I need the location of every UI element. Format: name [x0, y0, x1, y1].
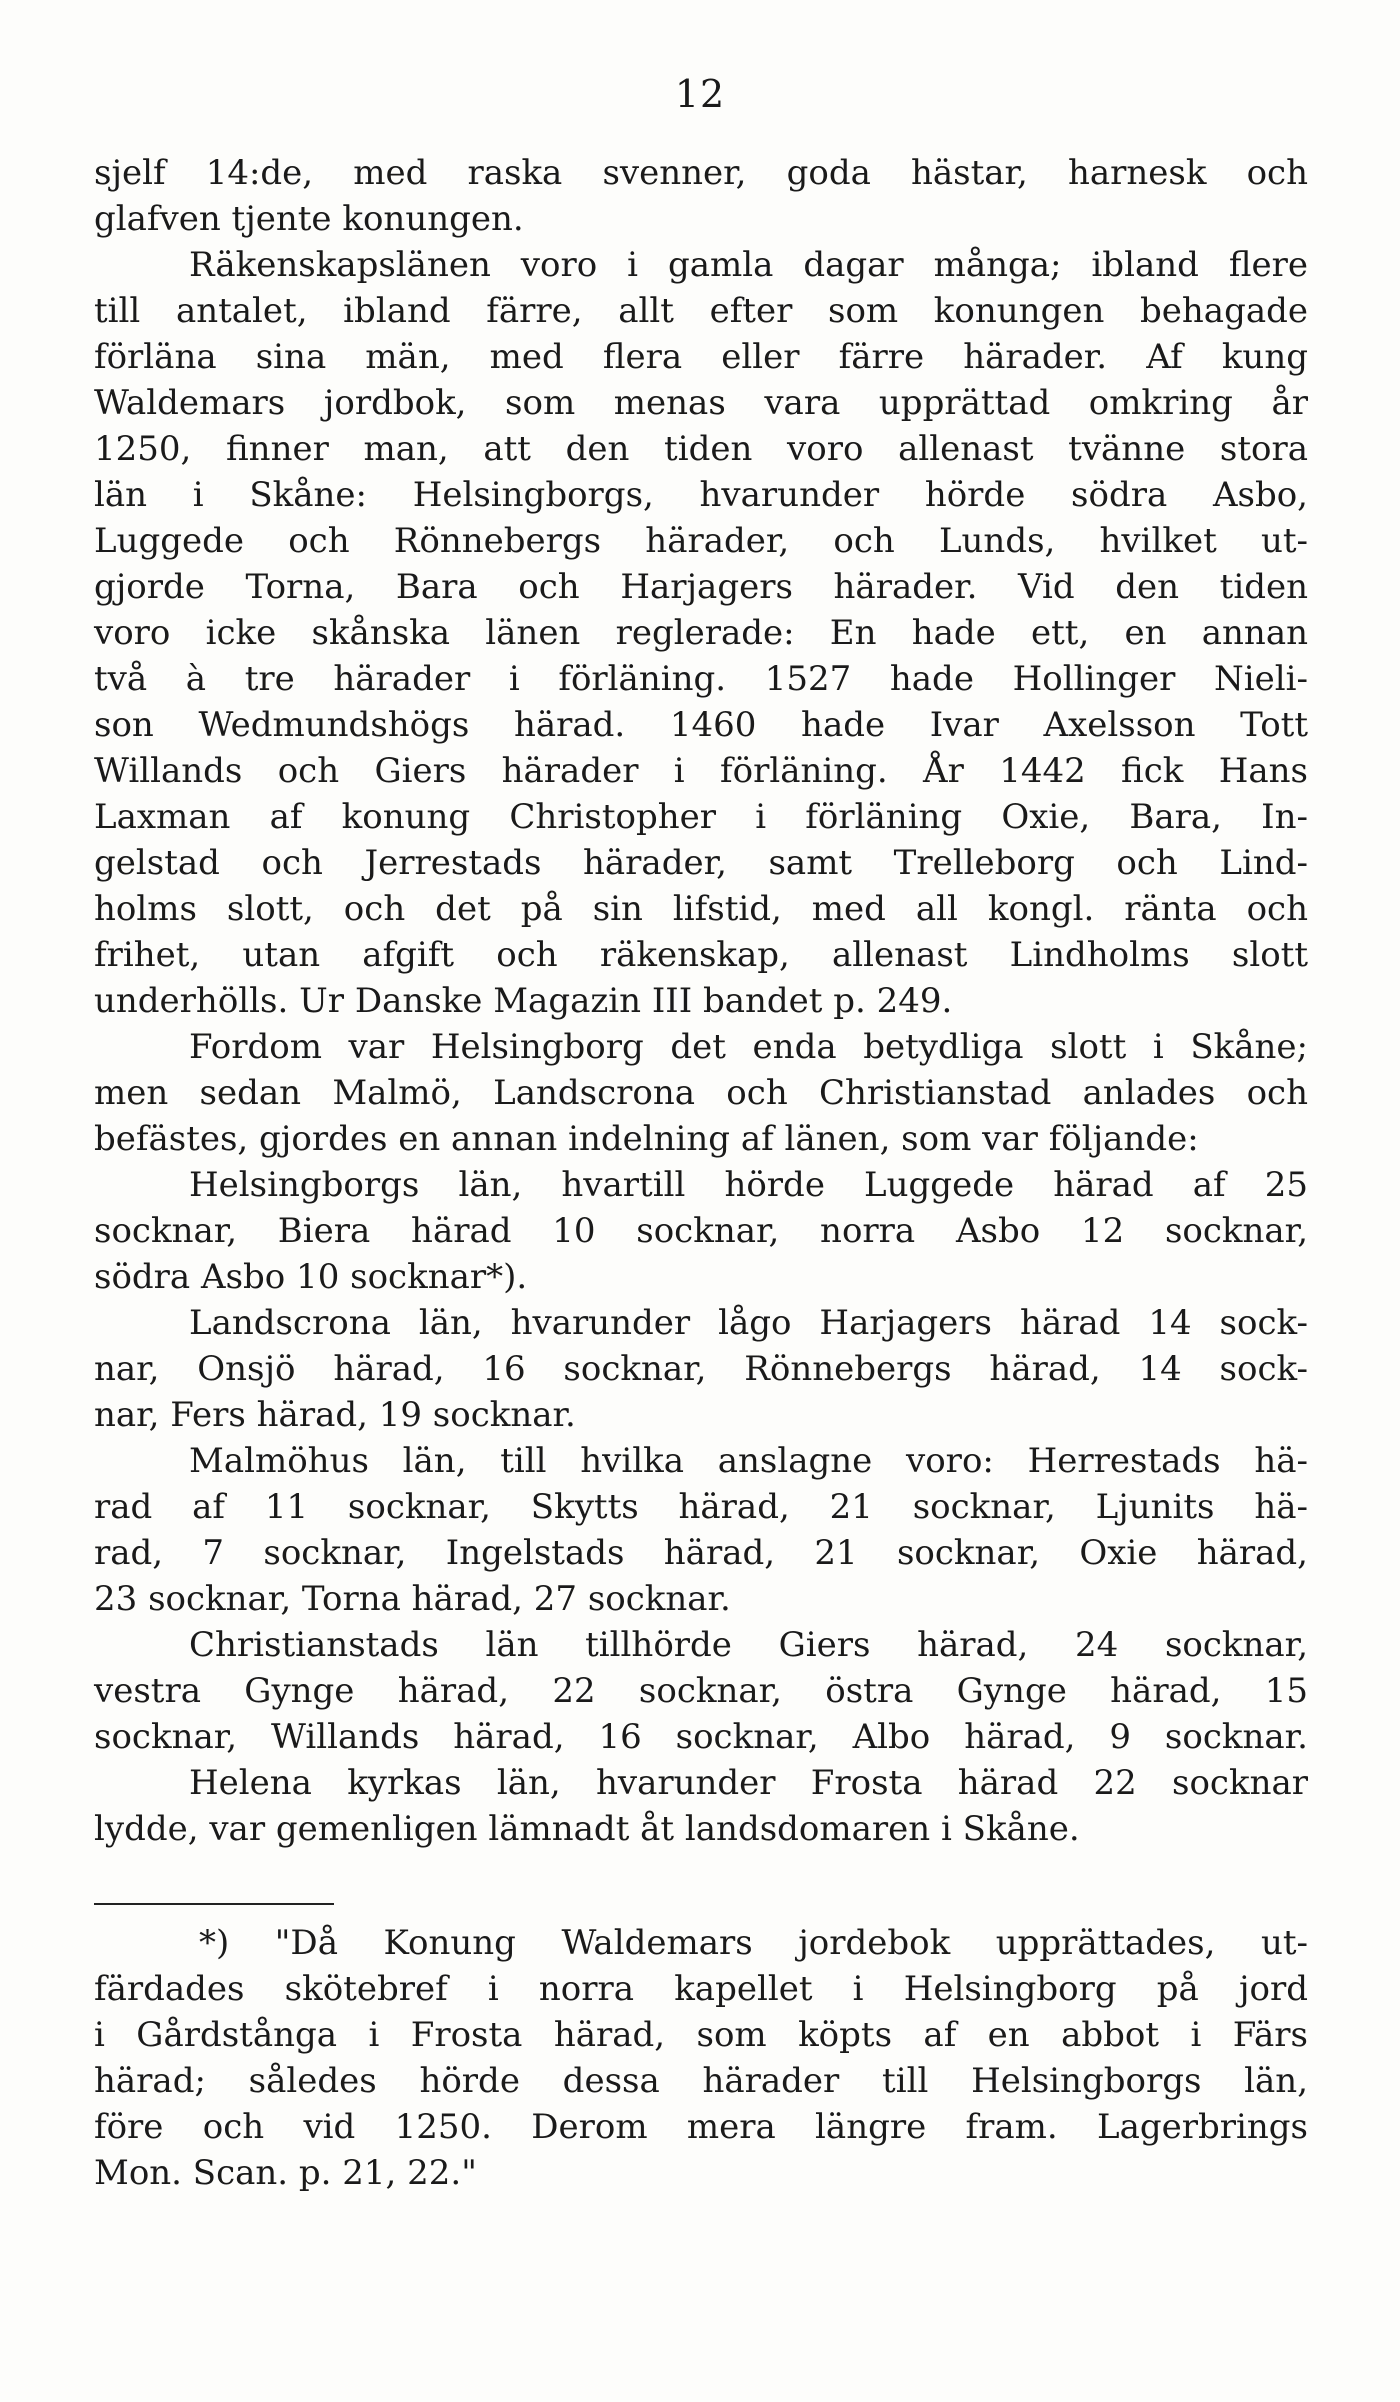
footnote-line: Mon. Scan. p. 21, 22.": [94, 2153, 477, 2193]
text-line: rad, 7 socknar, Ingelstads härad, 21 socknar, Oxie härad,: [94, 1533, 1308, 1573]
text-line: till antalet, ibland färre, allt efter som konungen behagade: [94, 291, 1308, 331]
paragraph: [94, 1162, 1308, 1300]
text-line: vestra Gynge härad, 22 socknar, östra Gynge härad, 15: [94, 1671, 1308, 1711]
footnote-line: *) "Då Konung Waldemars jordebok upprättades, ut-: [199, 1923, 1308, 1963]
text-line: gjorde Torna, Bara och Harjagers härader. Vid den tiden: [94, 567, 1308, 607]
footnote-line: före och vid 1250. Derom mera längre fram. Lagerbrings: [94, 2107, 1308, 2147]
text-line: södra Asbo 10 socknar*).: [94, 1257, 528, 1297]
text-line: frihet, utan afgift och räkenskap, allenast Lindholms slott: [94, 935, 1308, 975]
text-line: glafven tjente konungen.: [94, 199, 524, 239]
paragraph: [94, 150, 1308, 242]
footnote-line: färdades skötebref i norra kapellet i Helsingborg på jord: [94, 1969, 1308, 2009]
text-line: underhölls. Ur Danske Magazin III bandet p. 249.: [94, 981, 953, 1021]
text-line: holms slott, och det på sin lifstid, med all kongl. ränta och: [94, 889, 1308, 929]
text-line: län i Skåne: Helsingborgs, hvarunder hörde södra Asbo,: [94, 475, 1308, 515]
paragraph: [94, 1622, 1308, 1760]
text-line: Christianstads län tillhörde Giers härad, 24 socknar,: [189, 1625, 1308, 1665]
text-line: gelstad och Jerrestads härader, samt Trelleborg och Lind-: [94, 843, 1308, 883]
paragraph: [94, 1760, 1308, 1852]
text-line: sjelf 14:de, med raska svenner, goda hästar, harnesk och: [94, 153, 1308, 193]
text-line: nar, Fers härad, 19 socknar.: [94, 1395, 576, 1435]
text-line: lydde, var gemenligen lämnadt åt landsdomaren i Skåne.: [94, 1809, 1080, 1849]
text-line: Willands och Giers härader i förläning. År 1442 fick Hans: [94, 751, 1308, 791]
footnote-line: härad; således hörde dessa härader till Helsingborgs län,: [94, 2061, 1308, 2101]
text-line: 1250, finner man, att den tiden voro allenast tvänne stora: [94, 429, 1308, 469]
text-line: Fordom var Helsingborg det enda betydliga slott i Skåne;: [189, 1027, 1308, 1067]
page-number: 12: [674, 72, 726, 116]
text-line: förläna sina män, med flera eller färre härader. Af kung: [94, 337, 1308, 377]
text-line: två à tre härader i förläning. 1527 hade Hollinger Nieli-: [94, 659, 1308, 699]
footnote: [94, 1920, 1308, 2196]
text-line: socknar, Biera härad 10 socknar, norra Asbo 12 socknar,: [94, 1211, 1308, 1251]
text-line: socknar, Willands härad, 16 socknar, Albo härad, 9 socknar.: [94, 1717, 1308, 1757]
text-line: Helsingborgs län, hvartill hörde Luggede härad af 25: [189, 1165, 1308, 1205]
paragraph: [94, 1300, 1308, 1438]
text-line: Waldemars jordbok, som menas vara upprättad omkring år: [94, 383, 1308, 423]
text-line: son Wedmundshögs härad. 1460 hade Ivar Axelsson Tott: [94, 705, 1308, 745]
text-line: Räkenskapslänen voro i gamla dagar många; ibland flere: [189, 245, 1308, 285]
text-line: Landscrona län, hvarunder lågo Harjagers härad 14 sock-: [189, 1303, 1308, 1343]
text-line: Luggede och Rönnebergs härader, och Lunds, hvilket ut-: [94, 521, 1308, 561]
paragraph: [94, 1438, 1308, 1622]
text-line: befästes, gjordes en annan indelning af länen, som var följande:: [94, 1119, 1199, 1159]
text-line: 23 socknar, Torna härad, 27 socknar.: [94, 1579, 731, 1619]
text-line: Malmöhus län, till hvilka anslagne voro: Herrestads hä-: [189, 1441, 1308, 1481]
text-line: voro icke skånska länen reglerade: En hade ett, en annan: [94, 613, 1308, 653]
footnote-divider: [94, 1903, 334, 1905]
body-text: [94, 150, 1308, 1852]
text-line: Helena kyrkas län, hvarunder Frosta härad 22 socknar: [189, 1763, 1308, 1803]
text-line: rad af 11 socknar, Skytts härad, 21 socknar, Ljunits hä-: [94, 1487, 1308, 1527]
paragraph: [94, 1024, 1308, 1162]
text-line: nar, Onsjö härad, 16 socknar, Rönnebergs härad, 14 sock-: [94, 1349, 1308, 1389]
text-line: men sedan Malmö, Landscrona och Christianstad anlades och: [94, 1073, 1308, 1113]
footnote-line: i Gårdstånga i Frosta härad, som köpts af en abbot i Färs: [94, 2015, 1308, 2055]
paragraph: [94, 242, 1308, 1024]
text-line: Laxman af konung Christopher i förläning Oxie, Bara, In-: [94, 797, 1308, 837]
